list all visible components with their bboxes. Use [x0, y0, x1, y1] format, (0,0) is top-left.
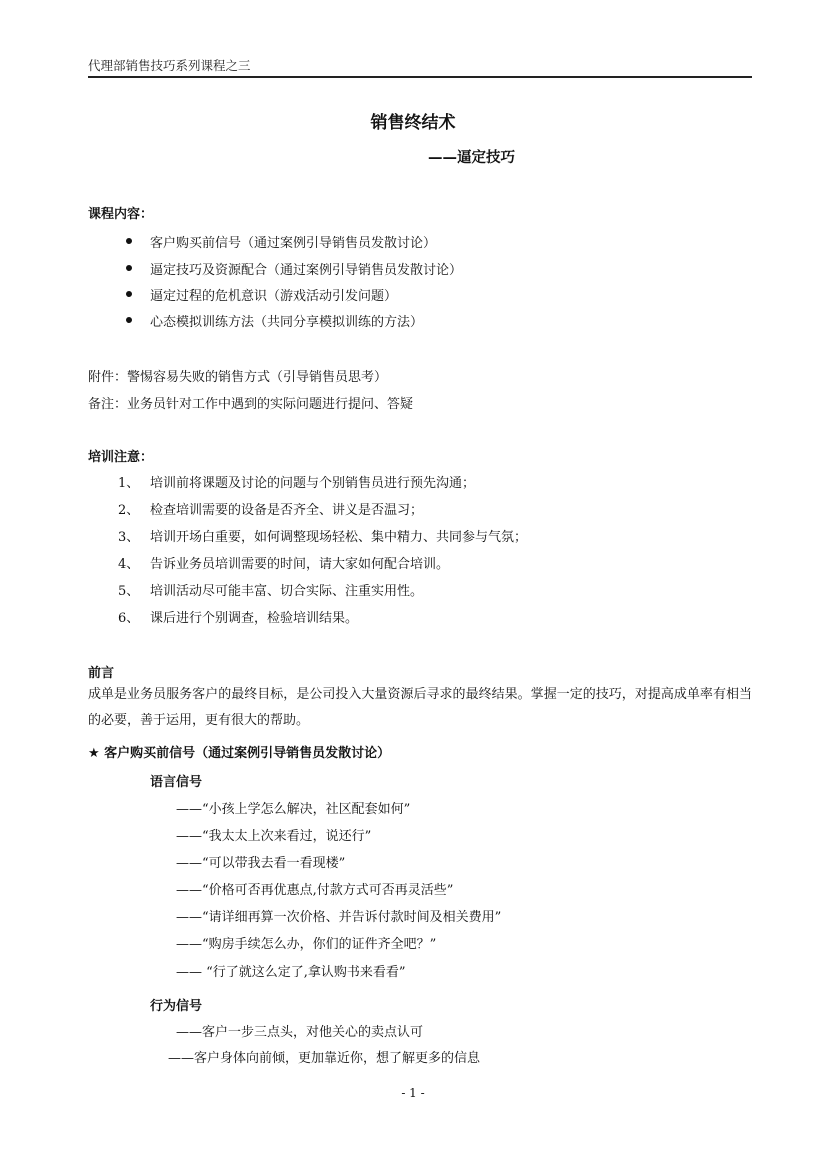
bullet-icon: [126, 291, 132, 297]
bullet-icon: [126, 265, 132, 271]
course-heading: 课程内容：: [88, 207, 154, 222]
header-divider: [88, 76, 752, 78]
language-signal-item: ——“价格可否再优惠点,付款方式可否再灵活些”: [176, 883, 454, 898]
document-title: 销售终结术: [370, 113, 456, 133]
page-header: 代理部销售技巧系列课程之三: [88, 58, 251, 73]
training-item-number: 4、: [118, 557, 140, 572]
bullet-icon: [126, 317, 132, 323]
course-item: 客户购买前信号（通过案例引导销售员发散讨论）: [150, 236, 437, 251]
training-item: 课后进行个别调查，检验培训结果。: [150, 611, 359, 626]
language-signal-item: ——“购房手续怎么办，你们的证件齐全吧？”: [176, 937, 437, 952]
document-subtitle: ——逼定技巧: [428, 150, 515, 166]
training-item-number: 2、: [118, 503, 140, 518]
language-signal-item: ——“我太太上次来看过，说还行”: [176, 829, 372, 844]
behavior-signal-item: ——客户一步三点头，对他关心的卖点认可: [176, 1025, 424, 1040]
training-item-number: 5、: [118, 584, 140, 599]
language-signal-item: ——“请详细再算一次价格、并告诉付款时间及相关费用”: [176, 910, 502, 925]
course-item: 心态模拟训练方法（共同分享模拟训练的方法）: [150, 315, 424, 330]
course-item: 逼定过程的危机意识（游戏活动引发问题）: [150, 289, 398, 304]
training-item-number: 3、: [118, 530, 140, 545]
behavior-signals-heading: 行为信号: [150, 999, 203, 1014]
training-heading: 培训注意：: [88, 450, 154, 465]
language-signal-item: ——“小孩上学怎么解决，社区配套如何”: [176, 802, 411, 817]
page-number: - 1 -: [401, 1086, 425, 1100]
bullet-icon: [126, 238, 132, 244]
training-item: 培训活动尽可能丰富、切合实际、注重实用性。: [150, 584, 424, 599]
language-signal-item: —— “行了就这么定了,拿认购书来看看”: [176, 965, 406, 980]
language-signals-heading: 语言信号: [150, 775, 203, 790]
language-signal-item: ——“可以带我去看一看现楼”: [176, 856, 346, 871]
course-item: 逼定技巧及资源配合（通过案例引导销售员发散讨论）: [150, 263, 463, 278]
training-item: 检查培训需要的设备是否齐全、讲义是否温习；: [150, 503, 424, 518]
training-item: 培训前将课题及讨论的问题与个别销售员进行预先沟通；: [150, 476, 476, 491]
behavior-signal-item: ——客户身体向前倾，更加靠近你，想了解更多的信息: [168, 1051, 481, 1066]
remark-note: 备注：业务员针对工作中遇到的实际问题进行提问、答疑: [88, 397, 414, 412]
training-item-number: 6、: [118, 611, 140, 626]
preface-heading: 前言: [88, 666, 115, 681]
training-item: 告诉业务员培训需要的时间，请大家如何配合培训。: [150, 557, 450, 572]
appendix-note: 附件：警惕容易失败的销售方式（引导销售员思考）: [88, 370, 388, 385]
preface-paragraph: 成单是业务员服务客户的最终目标，是公司投入大量资源后寻求的最终结果。掌握一定的技巧，对提高成单率有相当的必要，善于运用，更有很大的帮助。: [88, 687, 752, 728]
signals-heading: ★ 客户购买前信号（通过案例引导销售员发散讨论）: [88, 746, 391, 761]
training-item: 培训开场白重要，如何调整现场轻松、集中精力、共同参与气氛；: [150, 530, 528, 545]
training-item-number: 1、: [118, 476, 140, 491]
